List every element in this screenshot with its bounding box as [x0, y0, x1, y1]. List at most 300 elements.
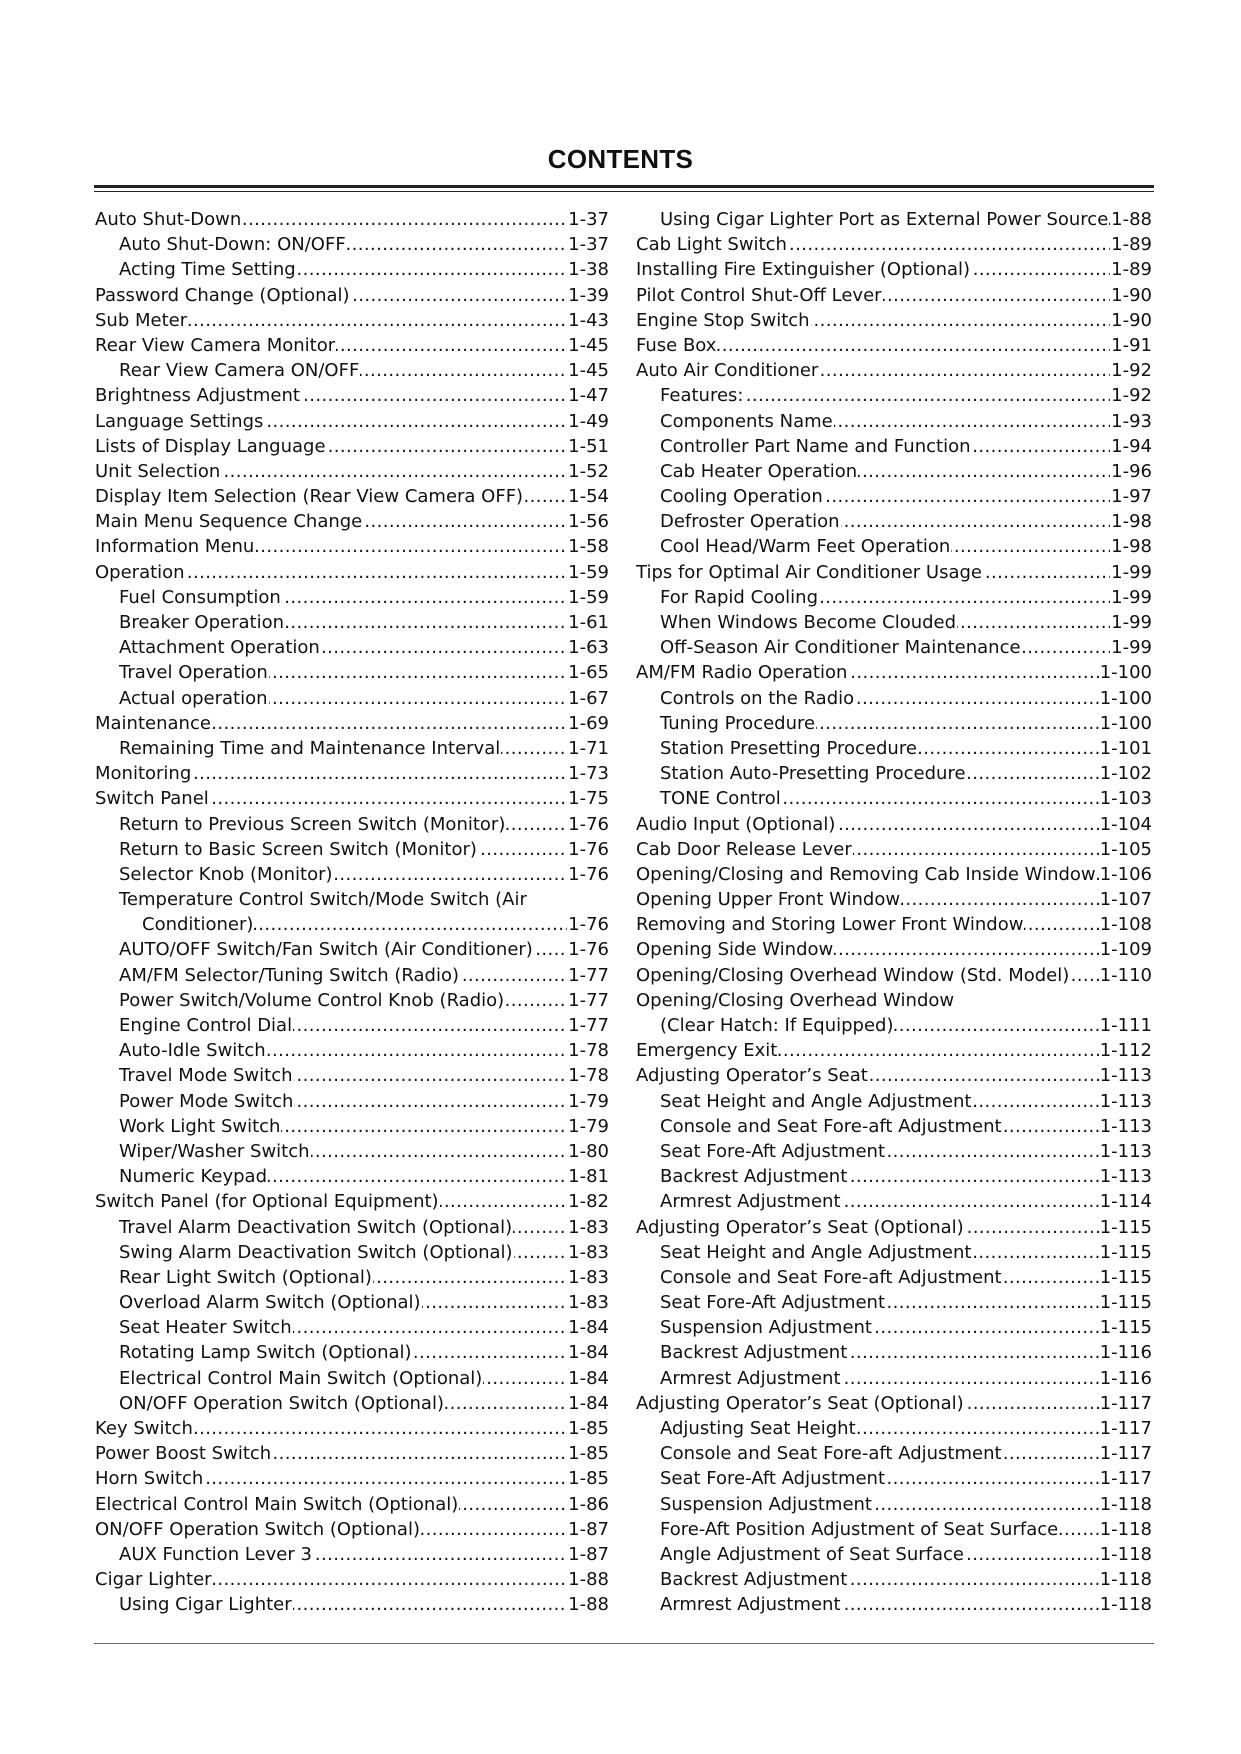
page-title: CONTENTS [547, 144, 694, 174]
toc-entry-page: 1-117 [1099, 1416, 1152, 1441]
toc-entry[interactable] [636, 786, 1152, 811]
toc-entry-page: 1-92 [1110, 383, 1152, 408]
toc-entry[interactable] [95, 383, 609, 408]
toc-entry-title: Fore-Aft Position Adjustment of Seat Surface [660, 1518, 1059, 1540]
toc-entry[interactable] [636, 1366, 1152, 1391]
toc-entry-title: Display Item Selection (Rear View Camera OFF) [95, 486, 524, 508]
toc-entry-page: 1-100 [1099, 686, 1152, 711]
toc-entry-page: 1-39 [567, 283, 609, 308]
toc-entry-page: 1-115 [1099, 1240, 1152, 1265]
toc-entry[interactable] [636, 585, 1152, 610]
toc-entry-title: Opening/Closing Overhead Window (Std. Model) [636, 964, 1070, 986]
toc-entry-page: 1-52 [567, 459, 609, 484]
toc-entry-page: 1-67 [567, 686, 609, 711]
toc-entry[interactable] [95, 1340, 609, 1365]
toc-entry-page: 1-115 [1099, 1315, 1152, 1340]
toc-entry[interactable] [95, 257, 609, 282]
toc-entry-title: Installing Fire Extinguisher (Optional) [636, 259, 971, 281]
toc-entry-title: Adjusting Operator’s Seat (Optional) [636, 1216, 964, 1238]
toc-entry[interactable] [95, 283, 609, 308]
toc-entry-title: Cab Light Switch [636, 234, 787, 256]
toc-entry-title: Opening/Closing Overhead Window [636, 989, 955, 1011]
toc-entry-title: Return to Previous Screen Switch (Monitor) [119, 813, 506, 835]
toc-entry-title: Travel Alarm Deactivation Switch (Optional) [119, 1216, 513, 1238]
toc-entry-title: Station Presetting Procedure [660, 737, 917, 759]
toc-entry-title: Wiper/Washer Switch [119, 1140, 310, 1162]
toc-entry[interactable] [95, 1416, 609, 1441]
toc-entry[interactable] [636, 736, 1152, 761]
toc-entry-title: AUX Function Lever 3 [119, 1543, 312, 1565]
toc-entry[interactable] [95, 434, 609, 459]
toc-entry[interactable] [636, 308, 1152, 333]
toc-entry[interactable] [636, 1492, 1152, 1517]
toc-entry-title: Fuel Consumption [119, 586, 281, 608]
toc-entry[interactable] [636, 484, 1152, 509]
toc-entry-page: 1-96 [1110, 459, 1152, 484]
toc-entry-title: Electrical Control Main Switch (Optional) [95, 1493, 459, 1515]
toc-entry-page: 1-47 [567, 383, 609, 408]
toc-entry-title: Power Mode Switch [119, 1090, 294, 1112]
toc-entry-title: Temperature Control Switch/Mode Switch (Air [119, 889, 527, 911]
toc-entry-title: Features: [660, 385, 744, 407]
toc-entry[interactable] [95, 333, 609, 358]
toc-entry[interactable] [95, 1391, 609, 1416]
toc-entry[interactable] [95, 308, 609, 333]
toc-entry-title: Opening Upper Front Window [636, 889, 901, 911]
toc-entry[interactable] [95, 812, 609, 837]
toc-entry[interactable] [95, 1592, 609, 1617]
toc-entry[interactable] [636, 207, 1152, 232]
toc-entry-page: 1-116 [1099, 1340, 1152, 1365]
toc-entry[interactable] [636, 459, 1152, 484]
toc-entry-page: 1-73 [567, 761, 609, 786]
toc-entry[interactable] [95, 963, 609, 988]
toc-entry-title: Electrical Control Main Switch (Optional) [119, 1367, 483, 1389]
toc-entry-page: 1-85 [567, 1416, 609, 1441]
toc-entry-page: 1-88 [1110, 207, 1152, 232]
toc-entry[interactable] [95, 1038, 609, 1063]
toc-entry-page: 1-77 [567, 988, 609, 1013]
toc-entry[interactable] [636, 560, 1152, 585]
toc-entry-page: 1-59 [567, 560, 609, 585]
toc-entry[interactable] [95, 585, 609, 610]
toc-entry-page: 1-58 [567, 534, 609, 559]
toc-entry-title: Rotating Lamp Switch (Optional) [119, 1342, 412, 1364]
toc-entry-title: Seat Fore-Aft Adjustment [660, 1468, 886, 1490]
toc-entry-page: 1-107 [1099, 887, 1152, 912]
toc-entry[interactable] [636, 534, 1152, 559]
toc-entry-title: Numeric Keypad [119, 1166, 268, 1188]
toc-entry-page: 1-84 [567, 1391, 609, 1416]
toc-entry-title: Opening/Closing and Removing Cab Inside Window [636, 863, 1096, 885]
toc-entry-page: 1-104 [1099, 812, 1152, 837]
toc-entry-page: 1-83 [567, 1240, 609, 1265]
toc-entry[interactable] [636, 1416, 1152, 1441]
toc-entry-page: 1-90 [1110, 308, 1152, 333]
toc-entry-page: 1-105 [1099, 837, 1152, 862]
toc-entry-page: 1-76 [567, 937, 609, 962]
toc-entry-page: 1-84 [567, 1315, 609, 1340]
toc-entry-title: Components Name [660, 410, 833, 432]
toc-entry[interactable] [95, 1114, 609, 1139]
toc-entry[interactable] [95, 1315, 609, 1340]
toc-entry[interactable] [636, 887, 1152, 912]
toc-entry-title: When Windows Become Clouded [660, 612, 957, 633]
toc-entry-page: 1-102 [1099, 761, 1152, 786]
toc-entry[interactable] [636, 862, 1152, 887]
toc-entry[interactable] [636, 1013, 1152, 1038]
toc-entry-page: 1-65 [567, 660, 609, 685]
toc-entry-title: Armrest Adjustment [660, 1191, 841, 1213]
toc-entry[interactable] [95, 862, 609, 887]
toc-entry-title: For Rapid Cooling [660, 586, 818, 608]
toc-entry[interactable] [636, 1340, 1152, 1365]
toc-entry-page: 1-82 [567, 1189, 609, 1214]
toc-entry[interactable] [95, 1517, 609, 1542]
toc-entry[interactable] [95, 1240, 609, 1265]
toc-entry-title: AM/FM Selector/Tuning Switch (Radio) [119, 964, 460, 986]
toc-entry[interactable] [95, 937, 609, 962]
toc-entry-page: 1-108 [1099, 912, 1152, 937]
toc-entry[interactable] [95, 1567, 609, 1592]
toc-entry[interactable] [95, 887, 609, 912]
toc-entry-title: Information Menu [95, 536, 255, 558]
toc-entry-page: 1-98 [1110, 509, 1152, 534]
toc-entry-title: Seat Fore-Aft Adjustment [660, 1292, 886, 1314]
toc-entry[interactable] [636, 1542, 1152, 1567]
toc-entry-page: 1-45 [567, 358, 609, 383]
toc-entry-title: Tuning Procedure [660, 712, 816, 734]
toc-entry-page: 1-90 [1110, 283, 1152, 308]
toc-entry-page: 1-77 [567, 963, 609, 988]
toc-entry[interactable] [95, 635, 609, 660]
toc-entry[interactable] [636, 812, 1152, 837]
header-rule-thick [94, 185, 1154, 188]
toc-entry[interactable] [636, 1240, 1152, 1265]
toc-entry-page: 1-89 [1110, 257, 1152, 282]
toc-entry-page: 1-54 [567, 484, 609, 509]
toc-entry-page: 1-113 [1099, 1114, 1152, 1139]
toc-entry[interactable] [636, 383, 1152, 408]
toc-entry[interactable] [636, 635, 1152, 660]
toc-entry[interactable] [95, 560, 609, 585]
toc-entry-page: 1-87 [567, 1517, 609, 1542]
toc-entry[interactable] [636, 686, 1152, 711]
toc-entry[interactable] [636, 1466, 1152, 1491]
toc-entry-title: Actual operation [119, 687, 268, 709]
toc-entry[interactable] [636, 434, 1152, 459]
toc-entry[interactable] [636, 660, 1152, 685]
toc-entry-page: 1-101 [1099, 736, 1152, 761]
toc-entry-title: (Clear Hatch: If Equipped) [660, 1015, 894, 1036]
toc-entry-title: Key Switch [95, 1418, 193, 1439]
toc-entry[interactable] [95, 1290, 609, 1315]
toc-entry-page: 1-103 [1099, 786, 1152, 811]
toc-entry-title: Operation [95, 561, 185, 583]
toc-entry-page: 1-117 [1099, 1466, 1152, 1491]
toc-entry[interactable] [636, 409, 1152, 434]
toc-entry-page: 1-93 [1110, 409, 1152, 434]
toc-entry-page: 1-113 [1099, 1164, 1152, 1189]
toc-entry[interactable] [95, 534, 609, 559]
toc-entry[interactable] [95, 786, 609, 811]
toc-entry-page: 1-106 [1099, 862, 1152, 887]
toc-entry-title: Armrest Adjustment [660, 1594, 841, 1616]
toc-entry[interactable] [636, 1315, 1152, 1340]
toc-entry-page: 1-80 [567, 1139, 609, 1164]
toc-entry-page: 1-71 [567, 736, 609, 761]
toc-entry[interactable] [636, 1189, 1152, 1214]
toc-entry-page: 1-118 [1099, 1542, 1152, 1567]
toc-entry-page: 1-98 [1110, 534, 1152, 559]
toc-entry-page: 1-88 [567, 1592, 609, 1617]
toc-entry[interactable] [95, 736, 609, 761]
toc-entry-page: 1-117 [1099, 1441, 1152, 1466]
toc-entry-title: Removing and Storing Lower Front Window [636, 914, 1024, 936]
toc-entry[interactable] [95, 1013, 609, 1038]
toc-entry-title: Sub Meter [95, 309, 188, 331]
toc-entry[interactable] [636, 1038, 1152, 1063]
toc-entry-title: Swing Alarm Deactivation Switch (Optional) [119, 1241, 513, 1263]
toc-entry[interactable] [95, 232, 609, 257]
toc-entry[interactable] [636, 1567, 1152, 1592]
toc-entry-title: Station Auto-Presetting Procedure [660, 763, 966, 785]
toc-entry-title: Seat Height and Angle Adjustment [660, 1090, 972, 1112]
toc-entry-title: Console and Seat Fore-aft Adjustment [660, 1266, 1002, 1288]
toc-entry-page: 1-111 [1099, 1013, 1152, 1038]
toc-entry[interactable] [636, 837, 1152, 862]
toc-entry-title: Switch Panel [95, 788, 209, 810]
toc-entry-page: 1-89 [1110, 232, 1152, 257]
toc-entry[interactable] [95, 207, 609, 232]
toc-entry-page: 1-99 [1110, 585, 1152, 610]
toc-entry-page: 1-100 [1099, 660, 1152, 685]
toc-entry[interactable] [636, 1063, 1152, 1088]
toc-entry-title: Auto Air Conditioner [636, 360, 819, 382]
toc-entry-page: 1-85 [567, 1466, 609, 1491]
toc-entry[interactable] [95, 1265, 609, 1290]
toc-entry[interactable] [95, 484, 609, 509]
toc-entry-page: 1-49 [567, 409, 609, 434]
header-rule-thin [94, 191, 1154, 192]
toc-entry-title: Rear View Camera Monitor [95, 334, 336, 356]
toc-entry-page: 1-51 [567, 434, 609, 459]
toc-entry[interactable] [636, 257, 1152, 282]
toc-entry-title: Password Change (Optional) [95, 284, 350, 306]
toc-entry[interactable] [636, 912, 1152, 937]
toc-entry[interactable] [636, 1441, 1152, 1466]
toc-entry-title: Attachment Operation [119, 637, 320, 659]
toc-entry[interactable] [95, 1189, 609, 1214]
toc-entry-title: Engine Stop Switch [636, 309, 810, 331]
toc-entry-title: Travel Operation [119, 662, 268, 684]
toc-entry[interactable] [636, 988, 1152, 1013]
toc-entry[interactable] [95, 509, 609, 534]
toc-entry-title: Auto Shut-Down [95, 209, 242, 230]
toc-entry[interactable] [636, 1592, 1152, 1617]
toc-entry-title: Backrest Adjustment [660, 1569, 848, 1591]
toc-entry-page: 1-37 [567, 207, 609, 232]
toc-entry-title: Fuse Box [636, 334, 717, 356]
toc-entry-page: 1-114 [1099, 1189, 1152, 1214]
toc-entry[interactable] [636, 1089, 1152, 1114]
toc-entry-page: 1-63 [567, 635, 609, 660]
toc-entry[interactable] [95, 1139, 609, 1164]
toc-entry[interactable] [636, 1215, 1152, 1240]
toc-entry-title: Seat Fore-Aft Adjustment [660, 1140, 886, 1162]
toc-entry-page: 1-59 [567, 585, 609, 610]
toc-entry[interactable] [636, 1139, 1152, 1164]
toc-entry-title: Adjusting Operator’s Seat [636, 1065, 868, 1087]
toc-entry[interactable] [95, 409, 609, 434]
toc-entry-page: 1-118 [1099, 1517, 1152, 1542]
toc-entry-title: Brightness Adjustment [95, 385, 300, 407]
toc-entry-page: 1-76 [567, 862, 609, 887]
toc-entry-page: 1-69 [567, 711, 609, 736]
toc-entry[interactable] [95, 988, 609, 1013]
toc-entry-title: Main Menu Sequence Change [95, 511, 363, 533]
toc-entry[interactable] [636, 711, 1152, 736]
toc-entry-page: 1-113 [1099, 1139, 1152, 1164]
toc-entry[interactable] [636, 937, 1152, 962]
toc-entry-title: Breaker Operation [119, 612, 285, 633]
toc-entry-page: 1-88 [567, 1567, 609, 1592]
toc-entry[interactable] [95, 912, 609, 937]
toc-entry[interactable] [95, 837, 609, 862]
toc-entry-title: AM/FM Radio Operation [636, 662, 848, 684]
toc-entry-title: Unit Selection [95, 460, 221, 482]
toc-entry[interactable] [95, 1466, 609, 1491]
toc-entry-page: 1-81 [567, 1164, 609, 1189]
toc-entry[interactable] [95, 459, 609, 484]
toc-entry-page: 1-86 [567, 1492, 609, 1517]
toc-entry-title: Acting Time Setting [119, 259, 296, 281]
toc-entry[interactable] [95, 358, 609, 383]
toc-entry-page: 1-113 [1099, 1063, 1152, 1088]
toc-entry[interactable] [95, 610, 609, 635]
toc-entry[interactable] [636, 610, 1152, 635]
toc-entry-page: 1-118 [1099, 1492, 1152, 1517]
toc-entry-page: 1-75 [567, 786, 609, 811]
toc-entry-page: 1-83 [567, 1265, 609, 1290]
toc-entry-title: Lists of Display Language [95, 435, 326, 457]
toc-entry-title: Travel Mode Switch [119, 1065, 293, 1087]
toc-entry[interactable] [636, 963, 1152, 988]
toc-entry[interactable] [95, 660, 609, 685]
toc-entry[interactable] [636, 1290, 1152, 1315]
toc-entry-title: Controller Part Name and Function [660, 435, 971, 457]
toc-entry[interactable] [636, 1114, 1152, 1139]
toc-entry[interactable] [636, 1391, 1152, 1416]
toc-entry-title: Backrest Adjustment [660, 1166, 848, 1188]
toc-entry-title: Return to Basic Screen Switch (Monitor) [119, 838, 477, 860]
toc-entry-page: 1-84 [567, 1366, 609, 1391]
toc-entry[interactable] [636, 232, 1152, 257]
toc-entry[interactable] [636, 358, 1152, 383]
toc-entry-title: AUTO/OFF Switch/Fan Switch (Air Conditioner) [119, 939, 533, 961]
toc-entry[interactable] [95, 1164, 609, 1189]
toc-entry-title: TONE Control [660, 788, 781, 810]
toc-entry-title: Cab Door Release Lever [636, 838, 852, 860]
toc-entry-page: 1-94 [1110, 434, 1152, 459]
toc-entry-page: 1-115 [1099, 1290, 1152, 1315]
toc-entry-page: 1-76 [567, 837, 609, 862]
toc-entry[interactable] [636, 1265, 1152, 1290]
toc-entry-title: Suspension Adjustment [660, 1493, 872, 1515]
toc-entry-title: Switch Panel (for Optional Equipment) [95, 1191, 439, 1213]
toc-entry[interactable] [95, 711, 609, 736]
toc-entry-title: Seat Heater Switch [119, 1317, 292, 1339]
toc-entry-title: Overload Alarm Switch (Optional) [119, 1292, 421, 1314]
toc-entry-title: Using Cigar Lighter [119, 1594, 292, 1616]
toc-entry-page: 1-113 [1099, 1089, 1152, 1114]
toc-entry-title: Rear Light Switch (Optional) [119, 1266, 372, 1288]
toc-entry-title: Auto Shut-Down: ON/OFF [119, 234, 346, 256]
toc-entry[interactable] [95, 1089, 609, 1114]
toc-entry-title: Selector Knob (Monitor) [119, 863, 333, 885]
toc-entry-page: 1-91 [1110, 333, 1152, 358]
toc-entry[interactable] [636, 1164, 1152, 1189]
toc-entry[interactable] [636, 333, 1152, 358]
toc-entry-page: 1-99 [1110, 635, 1152, 660]
toc-entry[interactable] [95, 761, 609, 786]
toc-entry[interactable] [95, 686, 609, 711]
toc-entry[interactable] [636, 283, 1152, 308]
toc-entry-title: Emergency Exit [636, 1040, 778, 1062]
toc-entry-page: 1-85 [567, 1441, 609, 1466]
toc-entry-title: Pilot Control Shut-Off Lever [636, 284, 882, 306]
toc-entry[interactable] [95, 1492, 609, 1517]
toc-entry-page: 1-38 [567, 257, 609, 282]
toc-entry-title: Power Switch/Volume Control Knob (Radio) [119, 989, 505, 1011]
toc-entry-title: Conditioner) [142, 914, 254, 936]
toc-list-right [636, 207, 1152, 1618]
toc-entry-page: 1-100 [1099, 711, 1152, 736]
toc-entry-title: Off-Season Air Conditioner Maintenance [660, 637, 1021, 659]
toc-entry-page: 1-83 [567, 1215, 609, 1240]
toc-entry-title: Remaining Time and Maintenance Interval [119, 737, 501, 759]
toc-entry-title: Auto-Idle Switch [119, 1040, 266, 1062]
toc-entry[interactable] [636, 1517, 1152, 1542]
toc-right-column [636, 207, 1152, 1618]
toc-entry-title: Seat Height and Angle Adjustment [660, 1241, 972, 1263]
toc-entry-title: Maintenance [95, 712, 211, 734]
toc-entry-page: 1-115 [1099, 1215, 1152, 1240]
toc-entry[interactable] [95, 1215, 609, 1240]
toc-entry-page: 1-61 [567, 610, 609, 635]
toc-entry-title: Console and Seat Fore-aft Adjustment [660, 1443, 1002, 1465]
toc-entry[interactable] [95, 1542, 609, 1567]
toc-entry[interactable] [95, 1441, 609, 1466]
toc-entry-page: 1-84 [567, 1340, 609, 1365]
toc-entry-page: 1-37 [567, 232, 609, 257]
toc-entry-page: 1-99 [1110, 560, 1152, 585]
toc-entry-title: Opening Side Window [636, 939, 834, 961]
toc-entry[interactable] [636, 761, 1152, 786]
toc-entry-page: 1-76 [567, 812, 609, 837]
toc-entry[interactable] [95, 1366, 609, 1391]
toc-entry-title: Tips for Optimal Air Conditioner Usage [636, 561, 982, 583]
toc-entry-page: 1-45 [567, 333, 609, 358]
toc-entry-page: 1-79 [567, 1089, 609, 1114]
toc-entry-page: 1-118 [1099, 1567, 1152, 1592]
toc-entry-page: 1-97 [1110, 484, 1152, 509]
toc-entry[interactable] [95, 1063, 609, 1088]
toc-entry-page: 1-110 [1099, 963, 1152, 988]
toc-entry-title: Armrest Adjustment [660, 1367, 841, 1389]
toc-entry[interactable] [636, 509, 1152, 534]
toc-entry-page: 1-109 [1099, 937, 1152, 962]
